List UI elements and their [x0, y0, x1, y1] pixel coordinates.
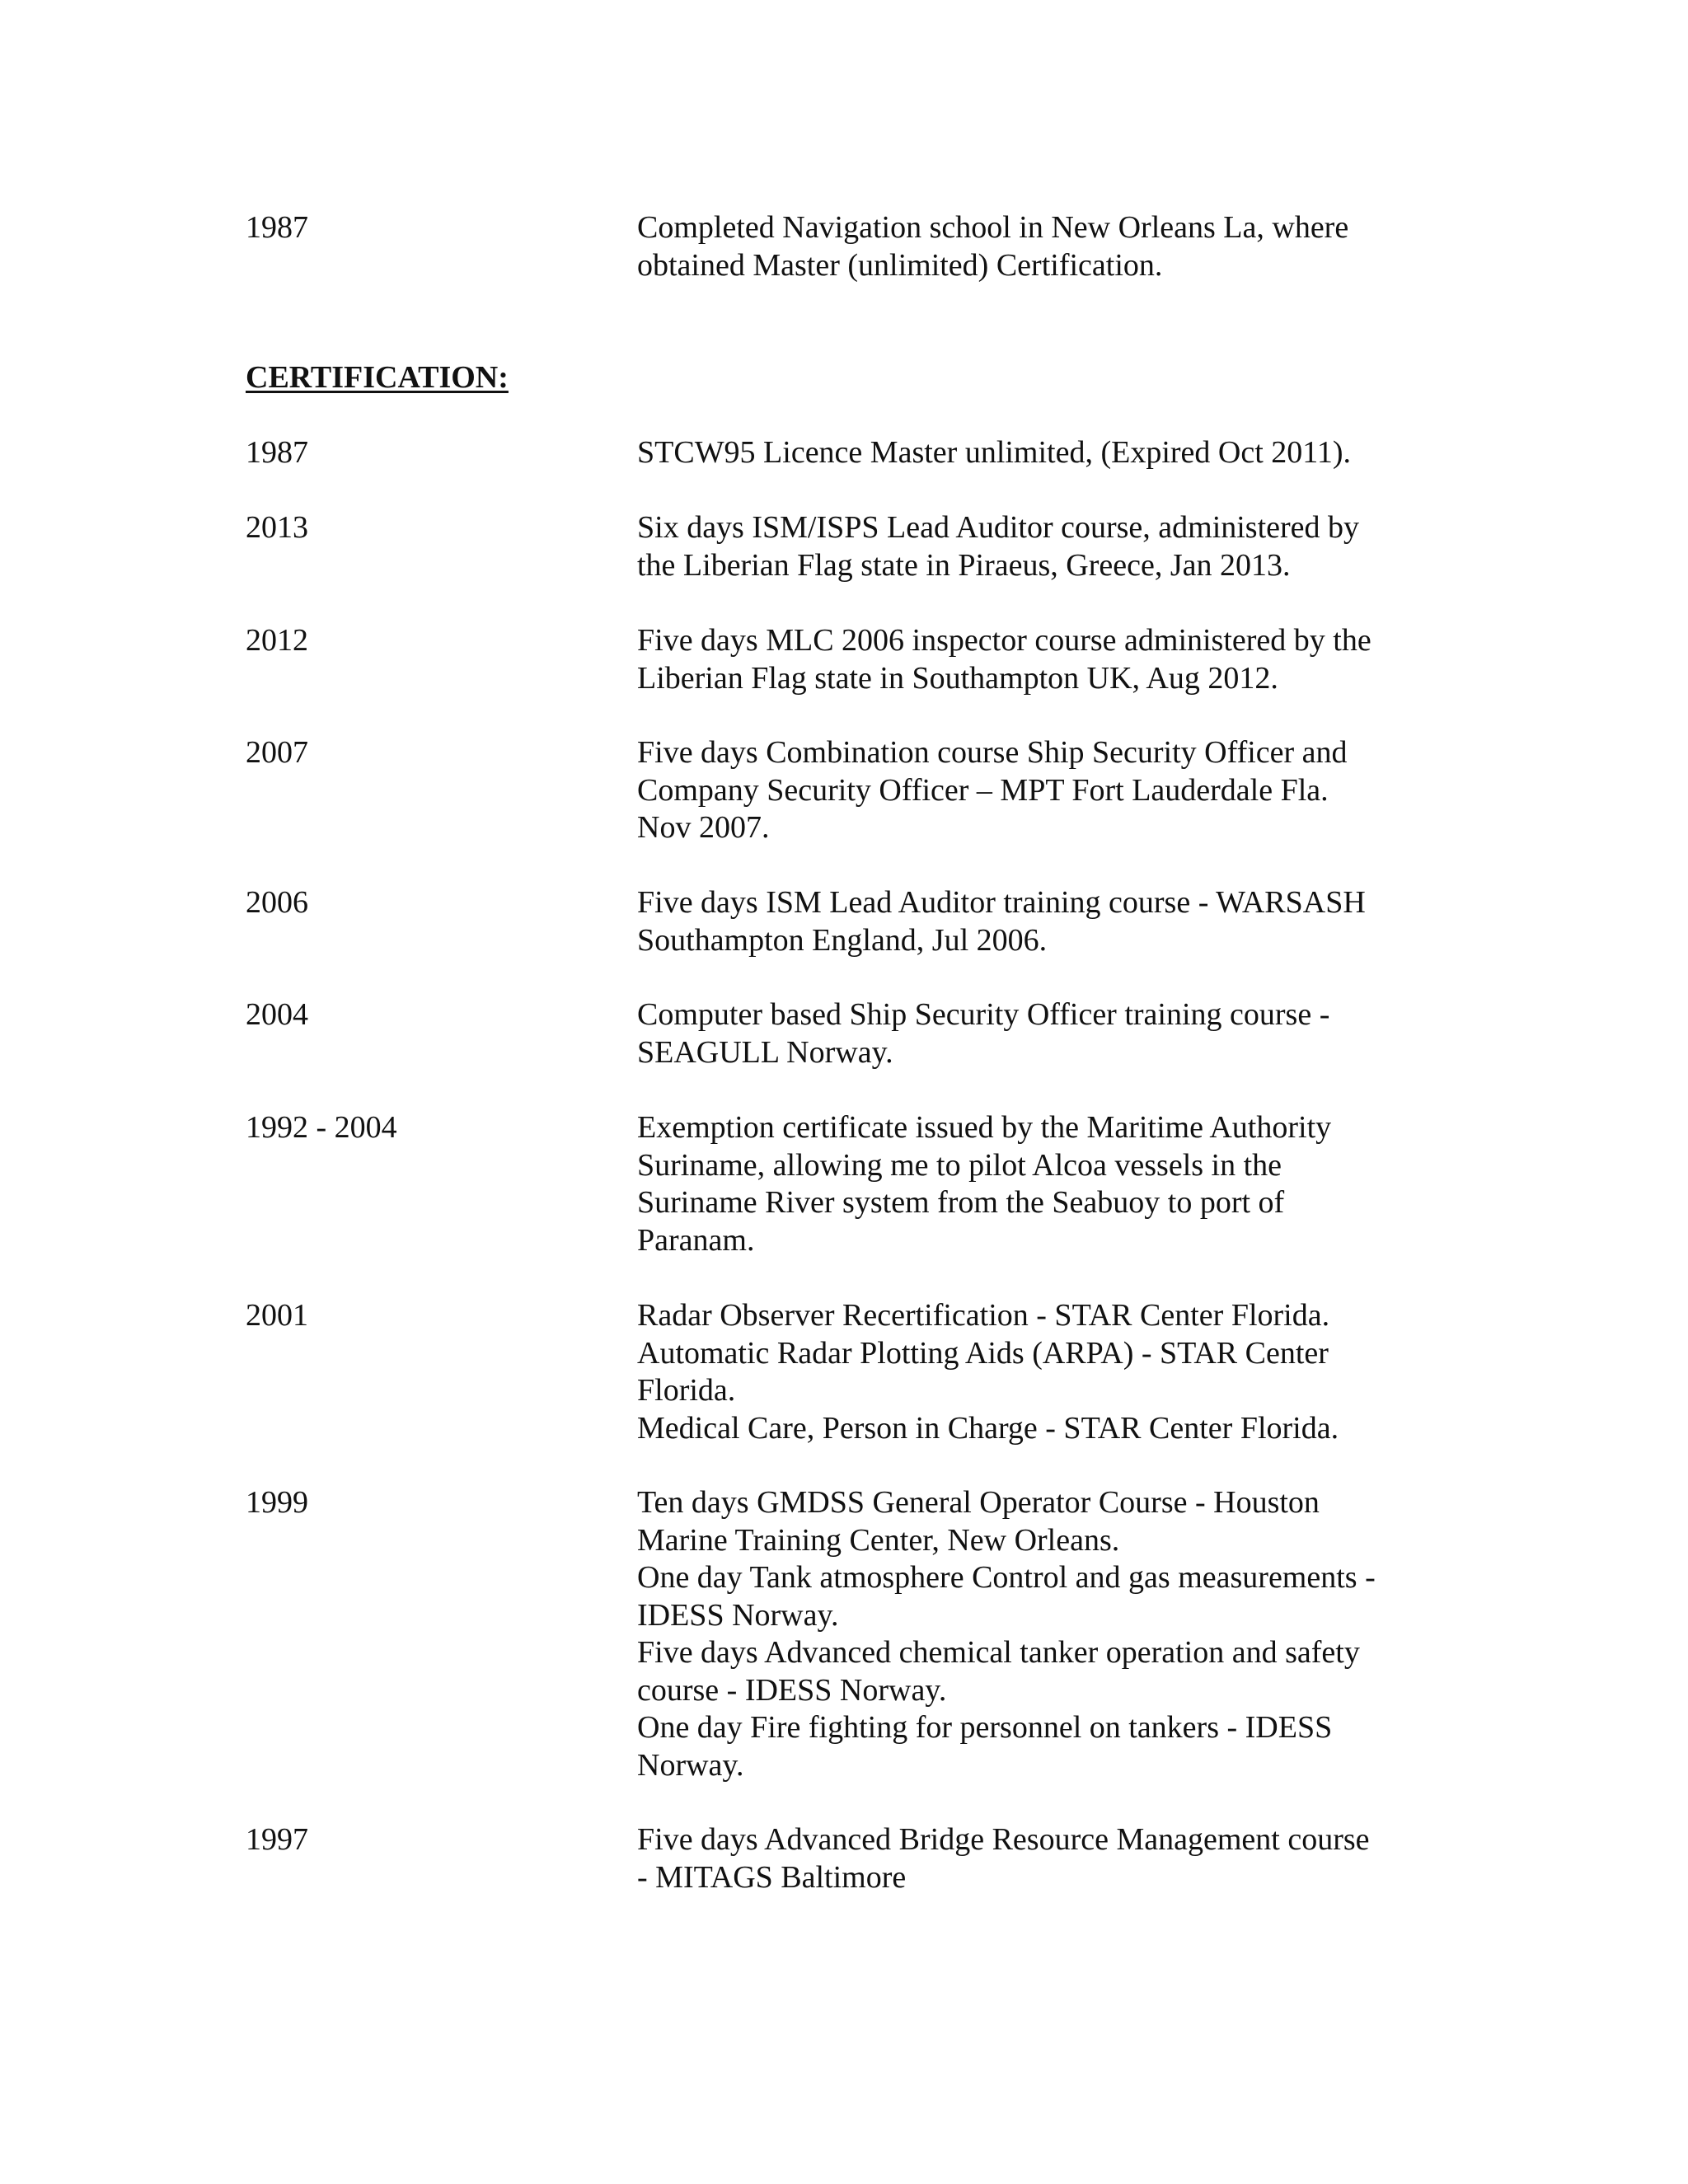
entry-line: Norway. — [637, 1747, 744, 1783]
entry-description — [637, 509, 1449, 584]
entry-line: Five days Advanced chemical tanker operation and safety — [637, 1635, 1360, 1670]
entry-line: Suriname, allowing me to pilot Alcoa vessels in the — [637, 1147, 1282, 1183]
entry-line: Computer based Ship Security Officer training course - — [637, 997, 1330, 1032]
entry-line: - MITAGS Baltimore — [637, 1859, 907, 1895]
entry-year: 2007 — [246, 735, 308, 770]
entry-line: Five days Combination course Ship Security Officer and — [637, 735, 1348, 770]
entry-description — [637, 1484, 1449, 1784]
entry-line: Six days ISM/ISPS Lead Auditor course, administered by — [637, 510, 1360, 545]
entry-line: Liberian Flag state in Southampton UK, Aug 2012. — [637, 660, 1278, 696]
entry-line: Five days Advanced Bridge Resource Management course — [637, 1822, 1370, 1857]
entry-year: 2004 — [246, 997, 308, 1032]
entry-year: 2012 — [246, 623, 308, 658]
certification-heading: CERTIFICATION: — [246, 360, 509, 395]
entry-line: One day Fire fighting for personnel on tankers - IDESS — [637, 1710, 1333, 1745]
entry-line: STCW95 Licence Master unlimited, (Expired Oct 2011). — [637, 435, 1352, 470]
entry-year: 1992 - 2004 — [246, 1110, 397, 1145]
entry-line: Paranam. — [637, 1222, 755, 1258]
entry-line: IDESS Norway. — [637, 1597, 839, 1633]
entry-line: One day Tank atmosphere Control and gas measurements - — [637, 1560, 1376, 1595]
entry-description — [637, 884, 1449, 959]
entry-description — [637, 434, 1449, 472]
entry-line: Ten days GMDSS General Operator Course - Houston — [637, 1485, 1320, 1520]
entry-year: 1987 — [246, 210, 308, 245]
entry-line: Radar Observer Recertification - STAR Center Florida. — [637, 1298, 1330, 1333]
entry-year: 1999 — [246, 1485, 308, 1520]
entry-line: Medical Care, Person in Charge - STAR Center Florida. — [637, 1410, 1339, 1446]
entry-line: Five days ISM Lead Auditor training course - WARSASH — [637, 885, 1366, 920]
entry-description — [637, 622, 1449, 697]
entry-line: Automatic Radar Plotting Aids (ARPA) - STAR Center — [637, 1335, 1329, 1371]
entry-line: Suriname River system from the Seabuoy to port of — [637, 1185, 1285, 1220]
entry-line: Florida. — [637, 1373, 736, 1408]
entry-line: course - IDESS Norway. — [637, 1672, 947, 1708]
entry-description — [637, 1821, 1449, 1896]
entry-description — [637, 1297, 1449, 1447]
entry-description — [637, 996, 1449, 1071]
entry-year: 1987 — [246, 435, 308, 470]
entry-year: 2001 — [246, 1298, 308, 1333]
entry-line: Southampton England, Jul 2006. — [637, 922, 1048, 958]
entry-year: 1997 — [246, 1822, 308, 1857]
entry-description — [637, 209, 1449, 284]
entry-line: the Liberian Flag state in Piraeus, Greece, Jan 2013. — [637, 547, 1291, 583]
entry-line: Marine Training Center, New Orleans. — [637, 1522, 1120, 1558]
entry-line: Five days MLC 2006 inspector course administered by the — [637, 623, 1372, 658]
entry-line: Exemption certificate issued by the Maritime Authority — [637, 1110, 1332, 1145]
entry-line: Completed Navigation school in New Orleans La, where — [637, 210, 1349, 245]
entry-line: SEAGULL Norway. — [637, 1034, 893, 1070]
entry-year: 2013 — [246, 510, 308, 545]
entry-line: obtained Master (unlimited) Certification. — [637, 247, 1163, 283]
entry-year: 2006 — [246, 885, 308, 920]
entry-description — [637, 734, 1449, 847]
entry-line: Nov 2007. — [637, 810, 770, 845]
entry-line: Company Security Officer – MPT Fort Lauderdale Fla. — [637, 772, 1329, 808]
entry-description — [637, 1109, 1449, 1259]
